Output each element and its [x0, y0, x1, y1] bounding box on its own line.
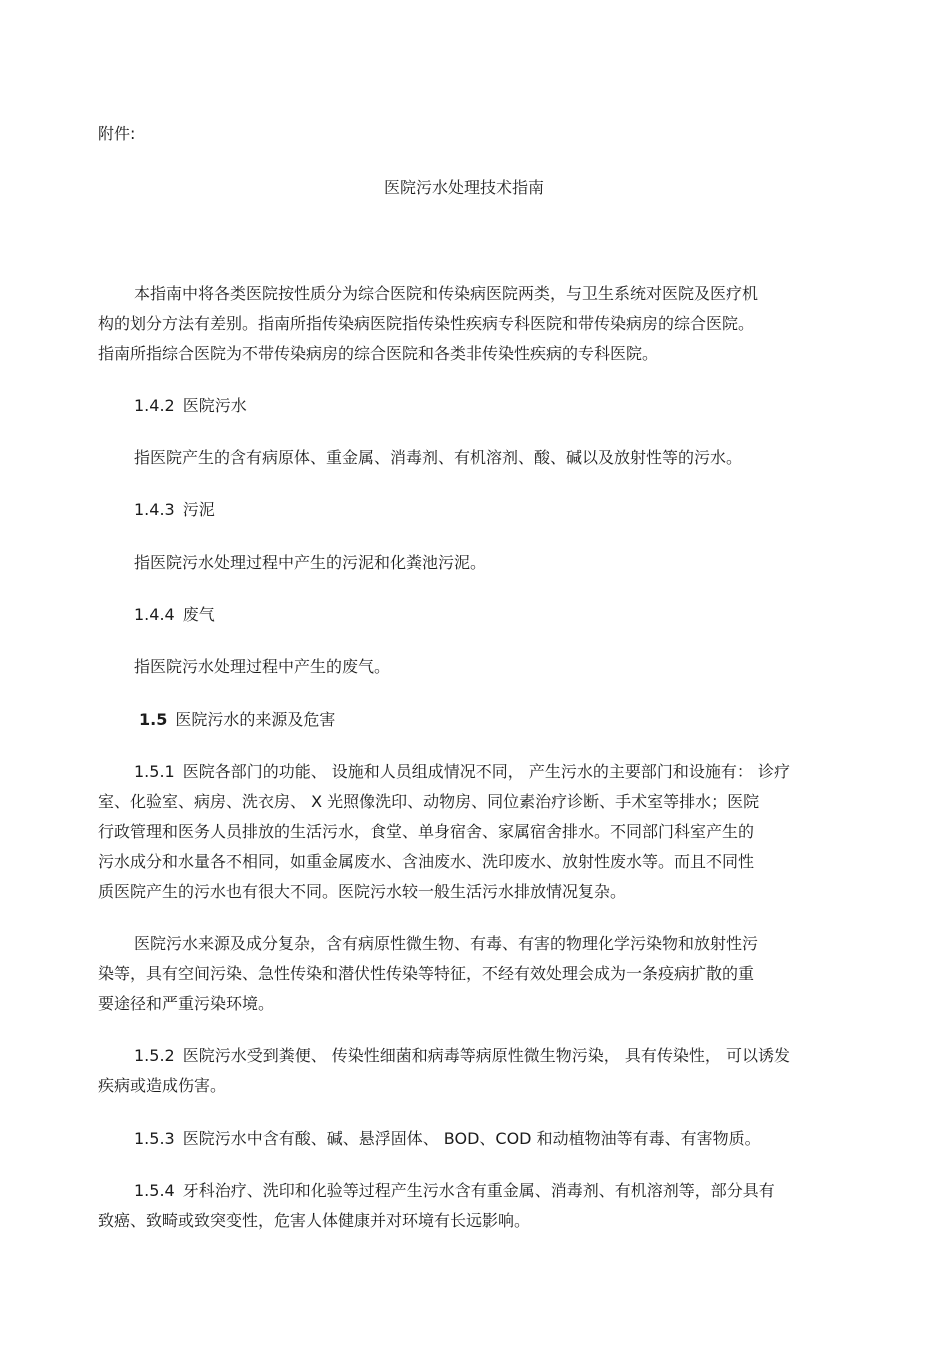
heading-1-5 [139, 710, 335, 730]
heading-1-4-4 [134, 605, 215, 625]
intro-line: 本指南中将各类医院按性质分为综合医院和传染病医院两类，与卫生系统对医院及医疗机 [134, 284, 759, 303]
paragraph-line [134, 1046, 790, 1066]
section-title: 医院污水的来源及危害 [175, 710, 336, 729]
section-number: 1.5.2 [134, 1046, 175, 1065]
paragraph-line: 污水成分和水量各不相同，如重金属废水、含油废水、洗印废水、放射性废水等。而且不同性 [98, 852, 755, 871]
intro-line: 指南所指综合医院为不带传染病房的综合医院和各类非传染性疾病的专科医院。 [98, 344, 659, 363]
paragraph-line: 疾病或造成伤害。 [98, 1076, 227, 1095]
line-text: 医院污水中含有酸、碱、悬浮固体、 BOD、COD 和动植物油等有毒、有害物质。 [182, 1129, 761, 1148]
section-number: 1.4.4 [134, 605, 175, 624]
paragraph-line: 室、化验室、病房、洗衣房、 X 光照像洗印、动物房、同位素治疗诊断、手术室等排水；医院 [98, 792, 760, 811]
section-title: 废气 [182, 605, 215, 624]
section-number: 1.5 [139, 710, 168, 729]
intro-line: 构的划分方法有差别。指南所指传染病医院指传染性疾病专科医院和带传染病房的综合医院。 [98, 314, 755, 333]
line-text: 牙科治疗、洗印和化验等过程产生污水含有重金属、消毒剂、有机溶剂等，部分具有 [182, 1181, 775, 1200]
paragraph-line [134, 1181, 775, 1201]
paragraph-1-5-3 [134, 1129, 761, 1149]
paragraph-1-4-4: 指医院污水处理过程中产生的废气。 [134, 657, 391, 676]
section-title: 医院污水 [182, 396, 247, 415]
paragraph-line: 行政管理和医务人员排放的生活污水，食堂、单身宿舍、家属宿舍排水。不同部门科室产生的 [98, 822, 755, 841]
line-text: 医院污水受到粪便、 传染性细菌和病毒等病原性微生物污染， 具有传染性， 可以诱发 [182, 1046, 790, 1065]
page-title: 医院污水处理技术指南 [384, 178, 545, 197]
paragraph-line: 质医院产生的污水也有很大不同。医院污水较一般生活污水排放情况复杂。 [98, 882, 627, 901]
section-number: 1.5.1 [134, 762, 175, 781]
paragraph-line [134, 762, 790, 782]
heading-1-4-3 [134, 500, 215, 520]
paragraph-line: 要途径和严重污染环境。 [98, 994, 275, 1013]
attachment-label: 附件: [98, 124, 136, 143]
heading-1-4-2 [134, 396, 247, 416]
paragraph-line: 染等，具有空间污染、急性传染和潜伏性传染等特征，不经有效处理会成为一条疫病扩散的重 [98, 964, 755, 983]
paragraph-line: 致癌、致畸或致突变性，危害人体健康并对环境有长远影响。 [98, 1211, 531, 1230]
section-number: 1.4.2 [134, 396, 175, 415]
section-number: 1.5.4 [134, 1181, 175, 1200]
paragraph-line: 医院污水来源及成分复杂，含有病原性微生物、有毒、有害的物理化学污染物和放射性污 [134, 934, 759, 953]
paragraph-1-4-2: 指医院产生的含有病原体、重金属、消毒剂、有机溶剂、酸、碱以及放射性等的污水。 [134, 448, 743, 467]
section-number: 1.4.3 [134, 500, 175, 519]
paragraph-1-4-3: 指医院污水处理过程中产生的污泥和化粪池污泥。 [134, 553, 487, 572]
section-number: 1.5.3 [134, 1129, 175, 1148]
section-title: 污泥 [182, 500, 215, 519]
line-text: 医院各部门的功能、 设施和人员组成情况不同， 产生污水的主要部门和设施有： 诊疗 [182, 762, 790, 781]
